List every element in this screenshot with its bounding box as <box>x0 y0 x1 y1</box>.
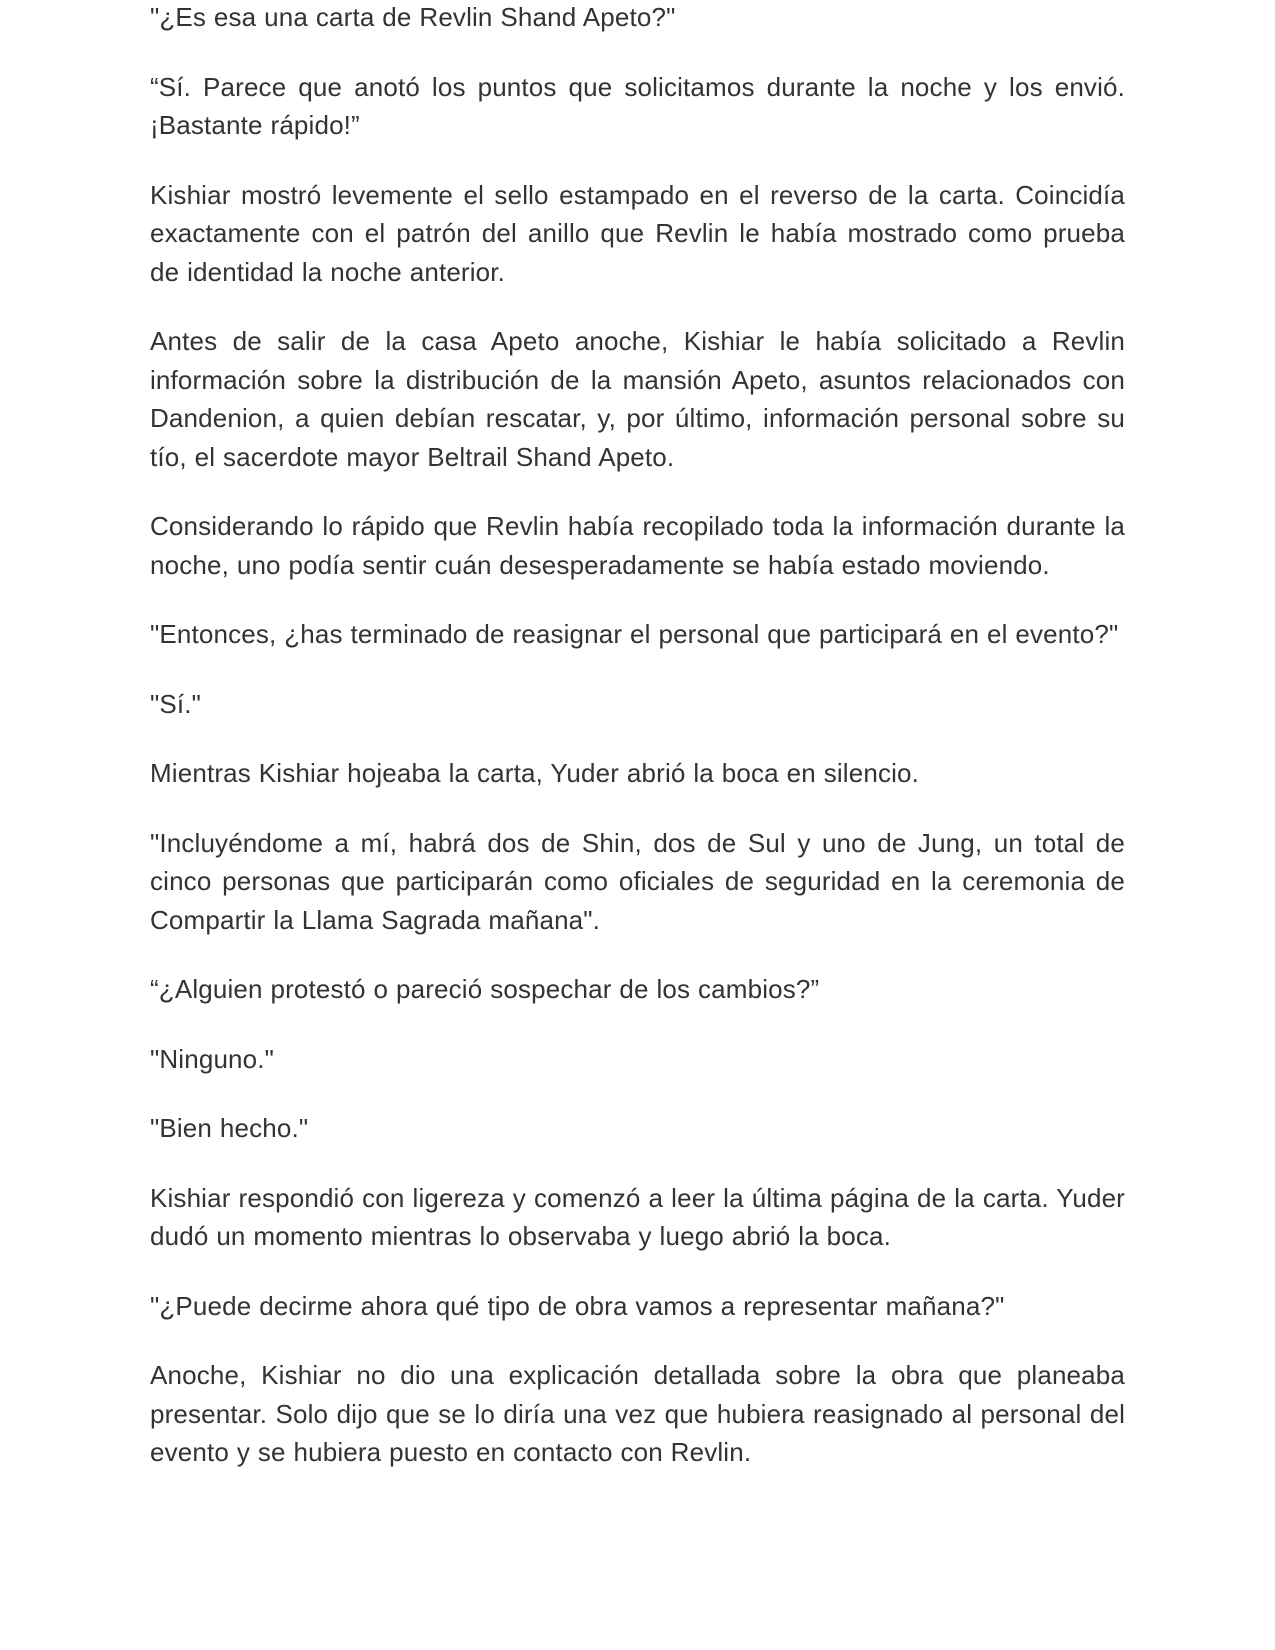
paragraph: Considerando lo rápido que Revlin había recopilado toda la información durante la noche, uno podía sentir cuán desesperadamente se había estado moviendo. <box>150 511 1125 580</box>
paragraph: "Sí." <box>150 688 201 719</box>
paragraph: "¿Es esa una carta de Revlin Shand Apeto?" <box>150 2 676 32</box>
paragraph: "Incluyéndome a mí, habrá dos de Shin, dos de Sul y uno de Jung, un total de cinco personas que participarán como oficiales de seguridad en la ceremonia de Compartir la Llama Sagrada mañana". <box>150 827 1125 935</box>
paragraph: "¿Puede decirme ahora qué tipo de obra vamos a representar mañana?" <box>150 1290 1005 1321</box>
paragraph: “Sí. Parece que anotó los puntos que solicitamos durante la noche y los envió. ¡Bastante rápido!” <box>150 71 1125 140</box>
paragraph: Kishiar respondió con ligereza y comenzó a leer la última página de la carta. Yuder dudó un momento mientras lo observaba y luego abrió la boca. <box>150 1182 1125 1251</box>
paragraph: "Entonces, ¿has terminado de reasignar el personal que participará en el evento?" <box>150 619 1119 649</box>
paragraph: Kishiar mostró levemente el sello estampado en el reverso de la carta. Coincidía exactamente con el patrón del anillo que Revlin le había mostrado como prueba de identidad la noche anterior. <box>150 179 1125 287</box>
document-page <box>150 0 1125 1503</box>
paragraph: "Bien hecho." <box>150 1113 309 1143</box>
paragraph: Mientras Kishiar hojeaba la carta, Yuder abrió la boca en silencio. <box>150 758 920 788</box>
paragraph: "Ninguno." <box>150 1043 275 1074</box>
paragraph: “¿Alguien protestó o pareció sospechar de los cambios?” <box>150 974 820 1004</box>
paragraph: Antes de salir de la casa Apeto anoche, Kishiar le había solicitado a Revlin información sobre la distribución de la mansión Apeto, asuntos relacionados con Dandenion, a quien debían rescatar, y, por último, información personal sobre su tío, el sacerdote mayor Beltrail Shand Apeto. <box>150 326 1125 472</box>
paragraph: Anoche, Kishiar no dio una explicación detallada sobre la obra que planeaba presentar. Solo dijo que se lo diría una vez que hubiera reasignado al personal del evento y se hubiera puesto en contacto con Revlin. <box>150 1360 1125 1467</box>
